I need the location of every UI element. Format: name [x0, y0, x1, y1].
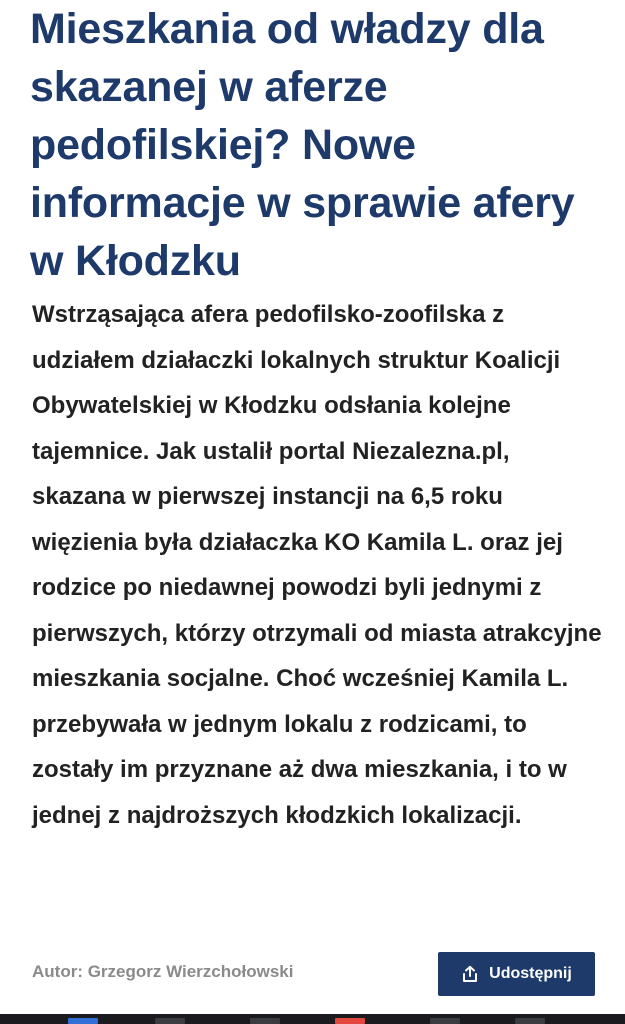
taskbar	[0, 1014, 625, 1024]
taskbar-app-icon[interactable]	[68, 1018, 98, 1024]
taskbar-app-icon[interactable]	[335, 1018, 365, 1024]
article-footer	[30, 952, 595, 996]
article-headline: Mieszkania od władzy dla skazanej w aferze pedofilskiej? Nowe informacje w sprawie afery w Kłodzku	[30, 5, 575, 285]
share-button-label: Udostępnij	[489, 965, 572, 982]
share-icon	[461, 965, 479, 983]
taskbar-app-icon[interactable]	[430, 1018, 460, 1024]
taskbar-app-icon[interactable]	[515, 1018, 545, 1024]
share-button[interactable]	[438, 952, 595, 996]
taskbar-app-icon[interactable]	[250, 1018, 280, 1024]
article-author: Autor: Grzegorz Wierzchołowski	[32, 962, 294, 981]
taskbar-app-icon[interactable]	[155, 1018, 185, 1024]
article-lead: Wstrząsająca afera pedofilsko-zoofilska z udziałem działaczki lokalnych struktur Koalicji Obywatelskiej w Kłodzku odsłania kolejne tajemnice. Jak ustalił portal Niezalezna.pl, skazana w pierwszej instancji na 6,5 roku więzienia była działaczka KO Kamila L. oraz jej rodzice po niedawnej powodzi byli jednymi z pierwszych, którzy otrzymali od miasta atrakcyjne mieszkania socjalne. Choć wcześniej Kamila L. przebywała w jednym lokalu z rodzicami, to zostały im przyznane aż dwa mieszkania, i to w jednej z najdroższych kłodzkich lokalizacji.	[32, 301, 602, 829]
